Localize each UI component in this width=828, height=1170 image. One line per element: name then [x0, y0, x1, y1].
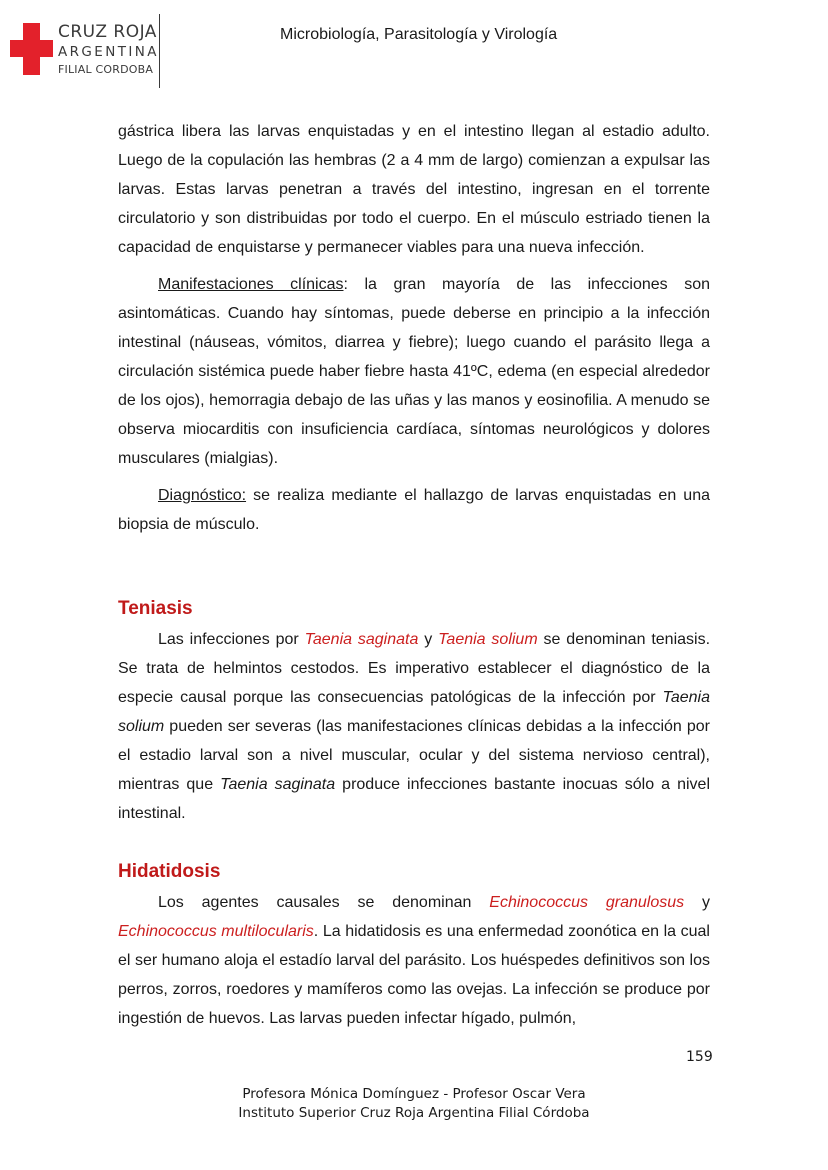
logo-line-3: FILIAL CORDOBA — [58, 63, 154, 76]
hidatidosis-text-1: Los agentes causales se denominan — [158, 894, 490, 911]
footer-institution: Instituto Superior Cruz Roja Argentina Filial Córdoba — [238, 1105, 590, 1121]
section-heading-teniasis: Teniasis — [118, 598, 193, 619]
teniasis-text-2: y — [418, 631, 439, 648]
paragraph-diagnostico — [118, 481, 710, 539]
paragraph-larvas: gástrica libera las larvas enquistadas y en el intestino llegan al estadio adulto. Luego de la copulación las hembras (2 a 4 mm de largo) comienzan a expulsar las larvas. Estas larvas penetran a través del intestino, ingresan en el torrente circulatorio y son distribuidas por todo el cuerpo. En el músculo estriado tienen la capacidad de enquistarse y permanecer viables para una nueva infección. — [118, 123, 710, 256]
paragraph-hidatidosis — [118, 888, 710, 1033]
species-taenia-saginata-inline: Taenia saginata — [220, 776, 336, 793]
manifestaciones-text: : la gran mayoría de las infecciones son asintomáticas. Cuando hay síntomas, puede deberse en principio a la infección intestinal (náuseas, vómitos, diarrea y fiebre); luego cuando el parásito llega a circulación sistémica puede haber fiebre hasta 41ºC, edema (en especial alrededor de los ojos), hemorragia debajo de las uñas y las manos y eosinofilia. A menudo se observa miocarditis con insuficiencia cardíaca, síntomas neurológicos y dolores musculares (mialgias). — [118, 276, 710, 467]
teniasis-text-3: se denominan teniasis. Se trata de helmintos cestodos. Es imperativo establecer el diagnóstico de la especie causal porque las consecuencias patológicas de la infección por — [118, 631, 711, 706]
teniasis-text-1: Las infecciones por — [158, 631, 305, 648]
paragraph-teniasis — [118, 625, 710, 828]
teniasis-text-5: produce infecciones bastante inocuas sólo a nivel intestinal. — [118, 776, 711, 822]
diagnostico-label: Diagnóstico: — [158, 487, 247, 504]
page-header-title: Microbiología, Parasitología y Virología — [280, 26, 558, 43]
species-taenia-solium-inline: Taenia solium — [118, 689, 710, 735]
teniasis-text-4: pueden ser severas (las manifestaciones clínicas debidas a la infección por el estadio larval son a nivel muscular, ocular y del sistema nervioso central), mientras que — [118, 718, 710, 793]
logo-text — [58, 22, 159, 77]
footer-authors: Profesora Mónica Domínguez - Profesor Oscar Vera — [242, 1086, 586, 1102]
paragraph-manifestaciones — [118, 270, 710, 473]
species-echinococcus-granulosus: Echinococcus granulosus — [489, 894, 685, 911]
species-echinococcus-multilocularis: Echinococcus multilocularis — [118, 923, 314, 940]
page-footer — [0, 1085, 828, 1123]
document-body — [118, 117, 710, 1033]
logo-line-2: ARGENTINA — [58, 44, 159, 60]
section-heading-hidatidosis: Hidatidosis — [118, 861, 221, 882]
hidatidosis-text-2: y — [684, 894, 711, 911]
cruz-roja-logo — [10, 14, 160, 88]
page-number: 159 — [686, 1049, 713, 1065]
species-taenia-saginata: Taenia saginata — [304, 631, 419, 648]
logo-line-1: CRUZ ROJA — [58, 22, 157, 42]
diagnostico-text: se realiza mediante el hallazgo de larvas enquistadas en una biopsia de músculo. — [118, 487, 710, 533]
header-divider — [159, 14, 160, 88]
species-taenia-solium: Taenia solium — [438, 631, 538, 648]
hidatidosis-text-3: . La hidatidosis es una enfermedad zoonótica en la cual el ser humano aloja el estadío larval del parásito. Los huéspedes definitivos son los perros, zorros, roedores y mamíferos como las ovejas. La infección se produce por ingestión de huevos. Las larvas pueden infectar hígado, pulmón, — [118, 923, 710, 1027]
red-cross-icon — [10, 23, 53, 75]
manifestaciones-label: Manifestaciones clínicas — [158, 276, 344, 293]
